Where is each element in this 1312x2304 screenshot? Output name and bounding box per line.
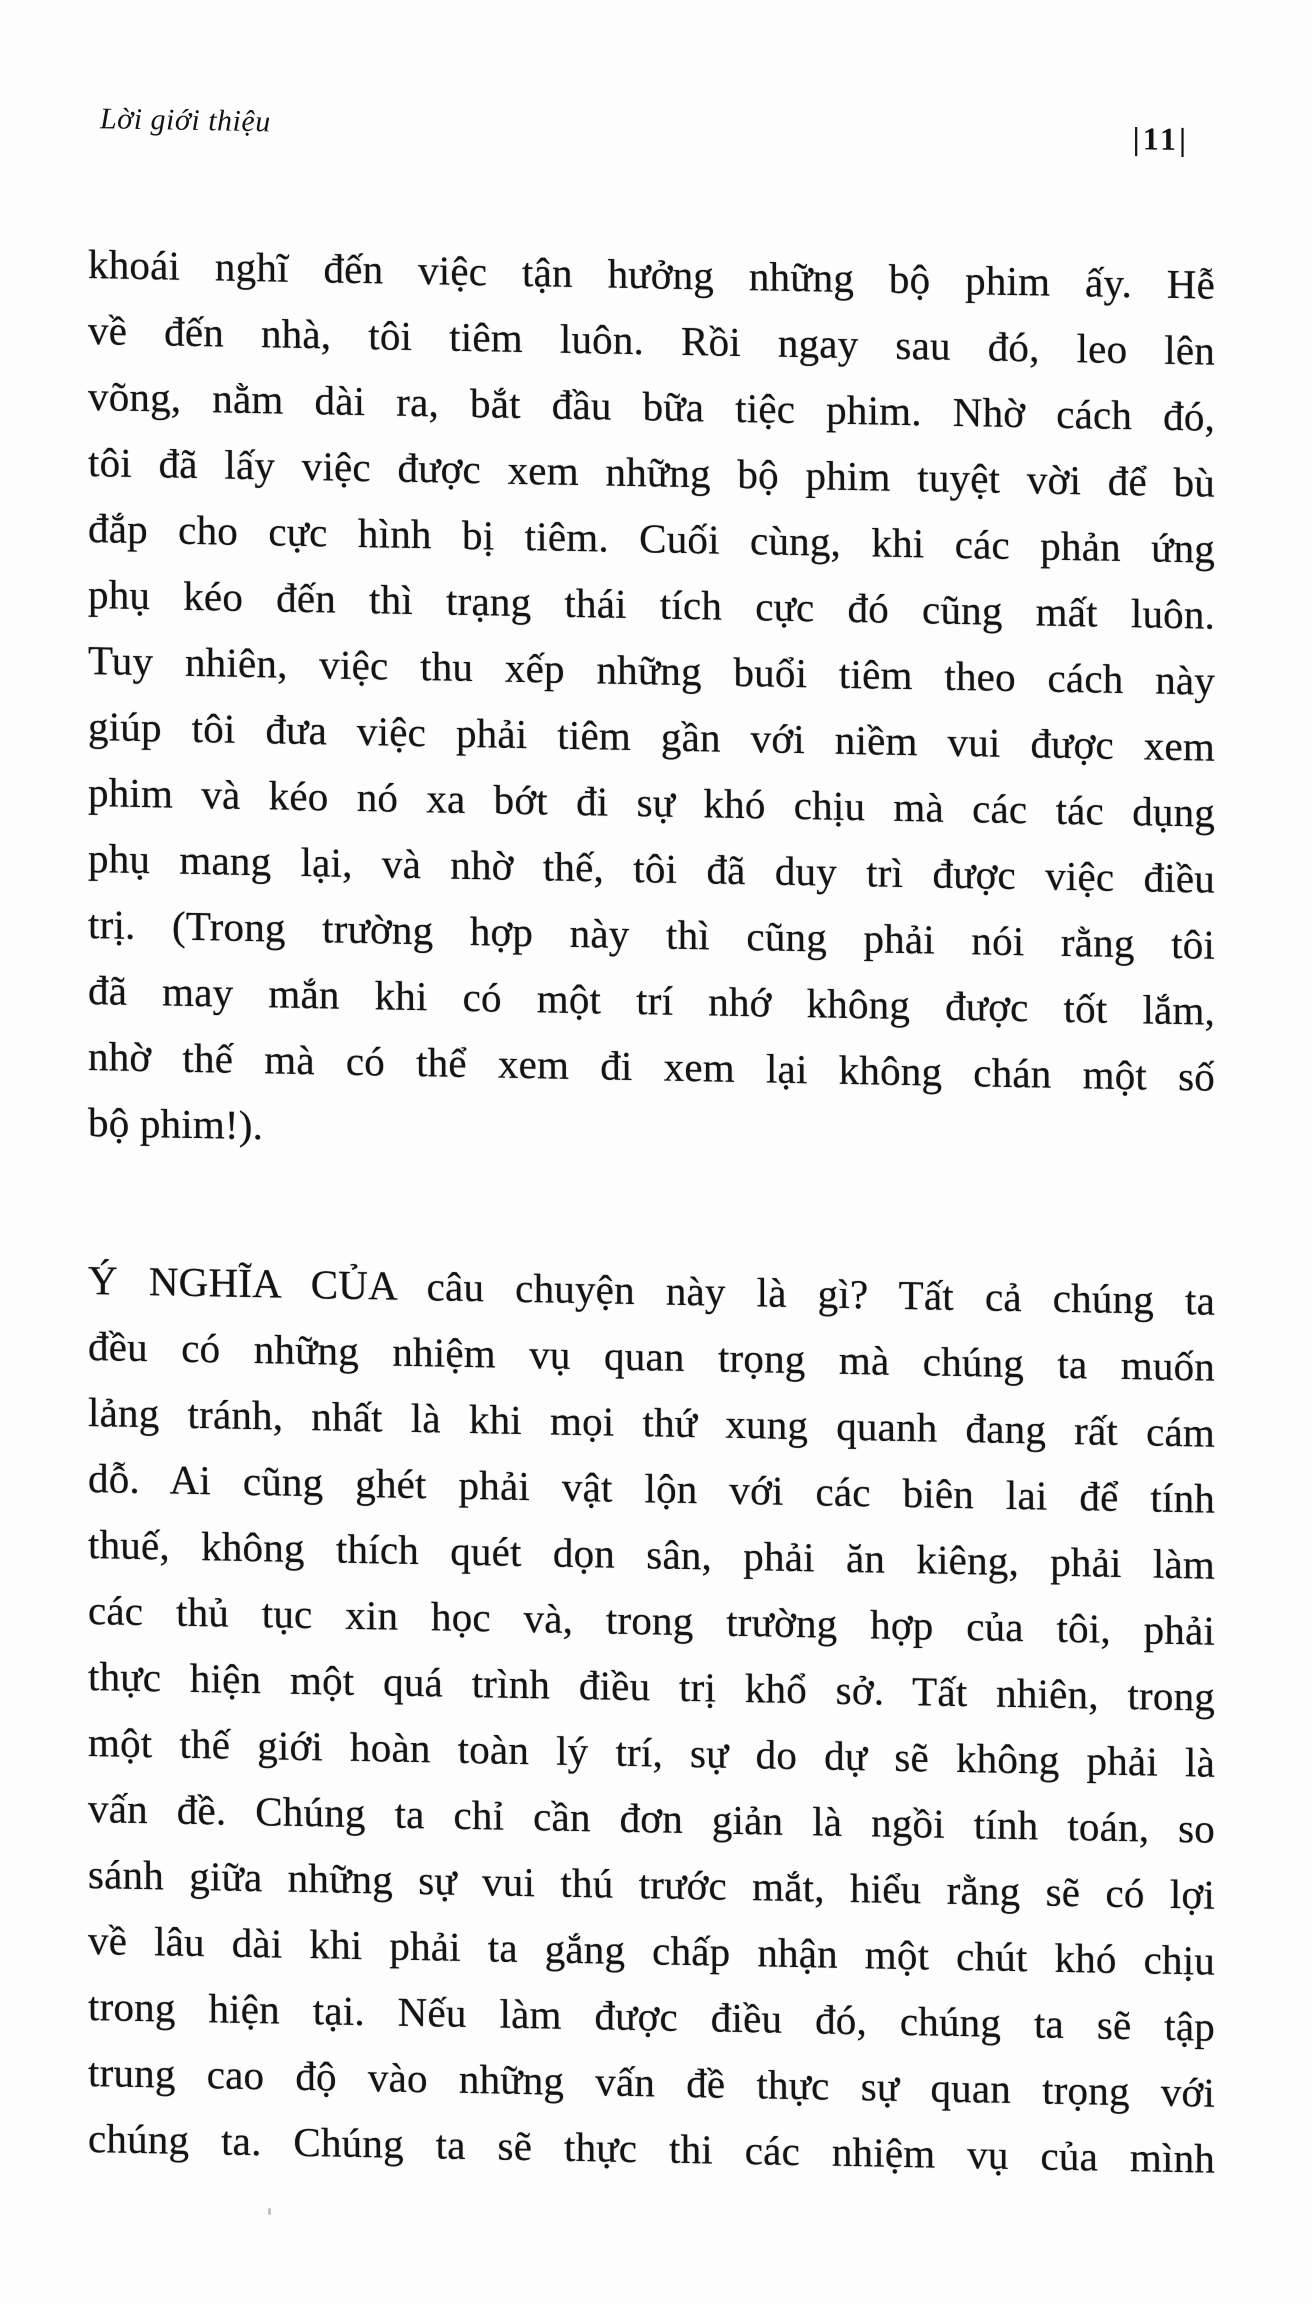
text-line: phụ mang lại, và nhờ thế, tôi đã duy trì được việc điều [88, 835, 1215, 902]
running-header-title: Lời giới thiệu [100, 102, 271, 139]
running-header [88, 100, 1215, 159]
text-line: thực hiện một quá trình điều trị khổ sở. Tất nhiên, trong [88, 1653, 1215, 1720]
text-line: trị. (Trong trường hợp này thì cũng phải nói rằng tôi [88, 901, 1215, 968]
paragraph-2 [88, 1247, 1215, 2192]
text-line: thuế, không thích quét dọn sân, phải ăn kiêng, phải làm [88, 1521, 1215, 1588]
text-line: phụ kéo đến thì trạng thái tích cực đó cũng mất luôn. [88, 571, 1215, 638]
text-line: Ý NGHĨA CỦA câu chuyện này là gì? Tất cả chúng ta [88, 1257, 1215, 1324]
page-content [88, 100, 1215, 2192]
text-line: đắp cho cực hình bị tiêm. Cuối cùng, khi các phản ứng [88, 505, 1215, 572]
text-line: nhờ thế mà có thể xem đi xem lại không chán một số [88, 1033, 1215, 1100]
text-line: trung cao độ vào những vấn đề thực sự quan trọng với [88, 2049, 1215, 2116]
page-number: |11| [1132, 120, 1189, 158]
text-line: các thủ tục xin học và, trong trường hợp của tôi, phải [88, 1587, 1215, 1654]
text-line: sánh giữa những sự vui thú trước mắt, hiểu rằng sẽ có lợi [88, 1851, 1215, 1918]
text-line: một thế giới hoàn toàn lý trí, sự do dự sẽ không phải là [88, 1719, 1215, 1786]
text-line: dỗ. Ai cũng ghét phải vật lộn với các biên lai để tính [88, 1455, 1215, 1522]
text-line: vấn đề. Chúng ta chỉ cần đơn giản là ngồi tính toán, so [88, 1785, 1215, 1852]
text-line: về đến nhà, tôi tiêm luôn. Rồi ngay sau đó, leo lên [88, 307, 1215, 374]
text-line: về lâu dài khi phải ta gắng chấp nhận một chút khó chịu [88, 1917, 1215, 1984]
text-line: khoái nghĩ đến việc tận hưởng những bộ phim ấy. Hễ [88, 241, 1215, 308]
scan-speck [268, 2208, 271, 2215]
text-line: trong hiện tại. Nếu làm được điều đó, chúng ta sẽ tập [88, 1983, 1215, 2050]
text-line: tôi đã lấy việc được xem những bộ phim tuyệt vời để bù [88, 439, 1215, 506]
text-line: Tuy nhiên, việc thu xếp những buổi tiêm theo cách này [88, 637, 1215, 704]
text-line: võng, nằm dài ra, bắt đầu bữa tiệc phim. Nhờ cách đó, [88, 373, 1215, 440]
text-line: lảng tránh, nhất là khi mọi thứ xung quanh đang rất cám [88, 1389, 1215, 1456]
paragraph-1 [88, 231, 1215, 1176]
text-line: bộ phim!). [88, 1099, 264, 1149]
text-line: đều có những nhiệm vụ quan trọng mà chúng ta muốn [88, 1323, 1215, 1390]
text-line: giúp tôi đưa việc phải tiêm gần với niềm vui được xem [88, 703, 1215, 770]
body-text [88, 231, 1215, 2192]
text-line: chúng ta. Chúng ta sẽ thực thi các nhiệm vụ của mình [88, 2115, 1215, 2182]
text-line: phim và kéo nó xa bớt đi sự khó chịu mà các tác dụng [88, 769, 1215, 836]
text-line: đã may mắn khi có một trí nhớ không được tốt lắm, [88, 967, 1215, 1034]
